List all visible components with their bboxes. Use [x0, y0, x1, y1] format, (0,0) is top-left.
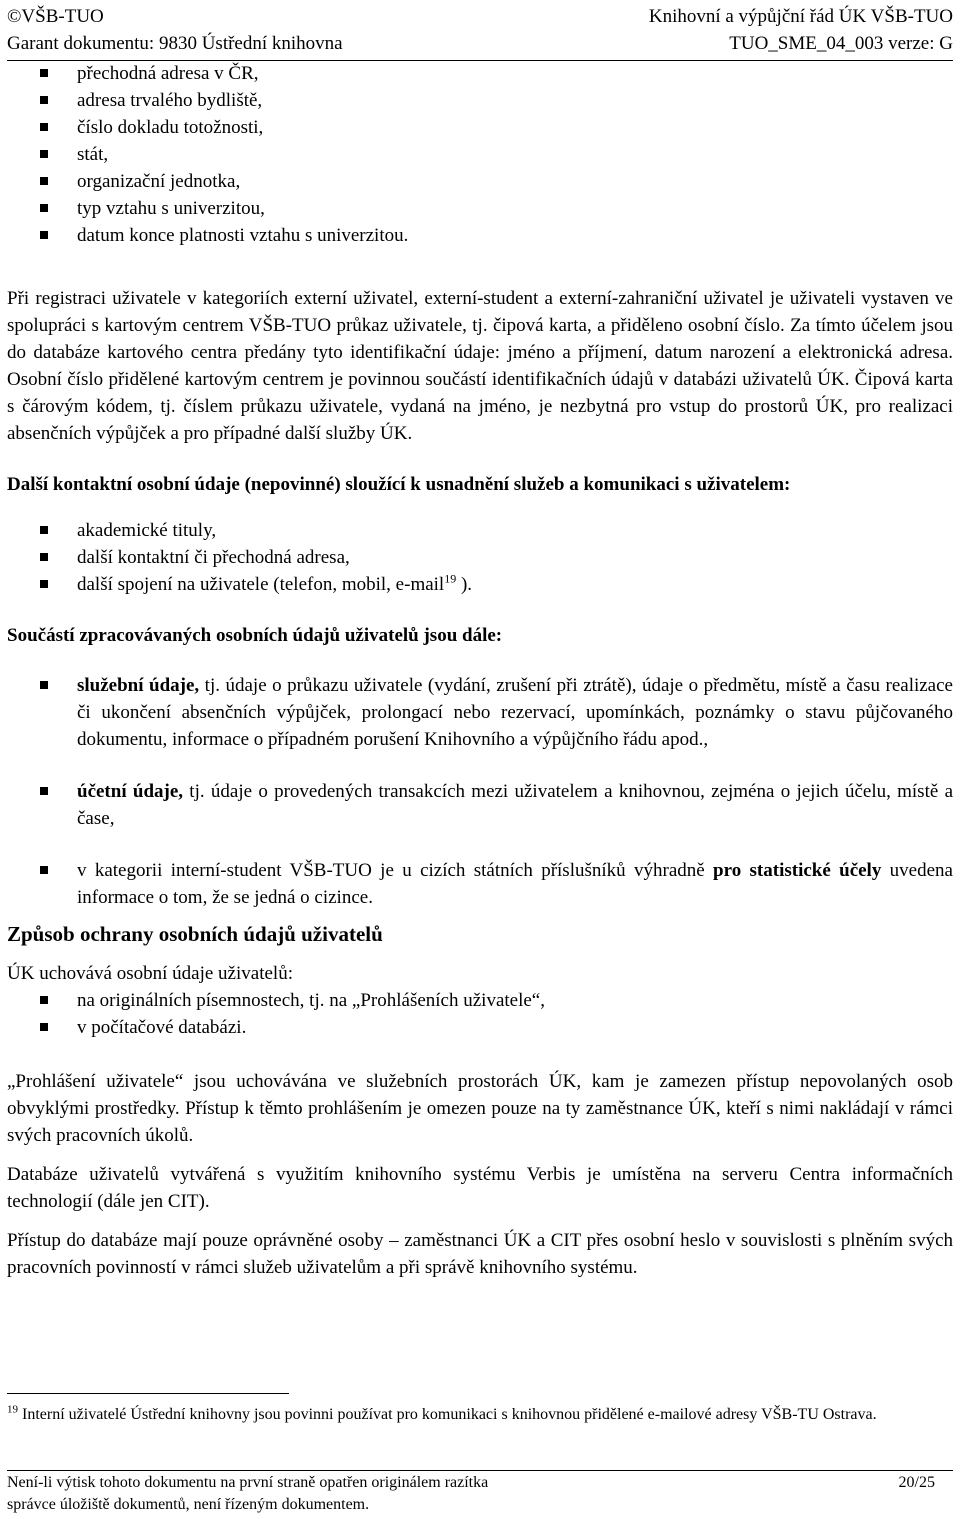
- copyright-label: ©VŠB-TUO: [7, 6, 104, 27]
- list-item: akademické tituly,: [7, 517, 953, 544]
- list-item: služební údaje, tj. údaje o průkazu uživatele (vydání, zrušení při ztrátě), údaje o předmětu, místě a času realizace či ukončení absenčních výpůjček, prolongací nebo rezervací, upomínkách, poznámky o stavu půjčovaného dokumentu, informace o případném porušení Knihovního a výpůjčního řádu apod.,: [7, 672, 953, 753]
- protection-heading: Způsob ochrany osobních údajů uživatelů: [7, 922, 383, 946]
- list-item: v kategorii interní-student VŠB-TUO je u cizích státních příslušníků výhradně pro statistické účely uvedena informace o tom, že se jedná o cizince.: [7, 857, 953, 911]
- list-item: účetní údaje, tj. údaje o provedených transakcích mezi uživatelem a knihovnou, zejména o jejich účelu, místě a čase,: [7, 778, 953, 832]
- declarations-paragraph: „Prohlášení uživatele“ jsou uchovávána ve služebních prostorách ÚK, kam je zamezen přístup nepovolaných osob obvyklými prostředky. Přístup k těmto prohlášením je omezen pouze na ty zaměstnance ÚK, kteří s nimi nakládají v rámci svých pracovních úkolů.: [7, 1071, 953, 1146]
- list-item: další kontaktní či přechodná adresa,: [7, 544, 953, 571]
- keeps-paragraph: ÚK uchovává osobní údaje uživatelů:: [7, 963, 293, 984]
- square-bullet-icon: [40, 150, 48, 158]
- page-header: [7, 3, 953, 61]
- square-bullet-icon: [40, 866, 48, 874]
- square-bullet-icon: [40, 580, 48, 588]
- square-bullet-icon: [40, 526, 48, 534]
- list-item: datum konce platnosti vztahu s univerzitou.: [7, 222, 953, 249]
- list-item: další spojení na uživatele (telefon, mobil, e-mail$^{19}$ ).: [7, 571, 953, 598]
- footer-notice: Není-li výtisk tohoto dokumentu na první straně opatřen originálem razítka: [7, 1474, 489, 1491]
- list-item: přechodná adresa v ČR,: [7, 60, 953, 87]
- square-bullet-icon: [40, 177, 48, 185]
- square-bullet-icon: [40, 204, 48, 212]
- square-bullet-icon: [40, 231, 48, 239]
- document-guarantor: Garant dokumentu: 9830 Ústřední knihovna: [7, 33, 343, 54]
- page-footer: [7, 1472, 953, 1516]
- page-body: [7, 58, 953, 1281]
- list-item: na originálních písemnostech, tj. na „Prohlášeních uživatele“,: [7, 987, 953, 1014]
- footnote-number: 19: [7, 1403, 18, 1416]
- storage-list: [7, 987, 953, 1041]
- registration-paragraph: Při registraci uživatele v kategoriích externí uživatel, externí-student a externí-zahraniční uživatel je uživateli vystaven ve spolupráci s kartovým centrem VŠB-TUO průkaz uživatele, tj. čipová karta, a přiděleno osobní číslo. Za tímto účelem jsou do databáze kartového centra předány tyto identifikační údaje: jméno a příjmení, datum narození a elektronická adresa. Osobní číslo přidělené kartovým centrem je povinnou součástí identifikačních údajů v databázi uživatelů ÚK. Čipová karta s čárovým kódem, tj. číslem průkazu uživatele, vydaná na jméno, je nezbytná pro vstup do prostorů ÚK, pro realizaci absenčních výpůjček a pro případné další služby ÚK.: [7, 288, 953, 444]
- square-bullet-icon: [40, 553, 48, 561]
- list-item: číslo dokladu totožnosti,: [7, 114, 953, 141]
- list-item: adresa trvalého bydliště,: [7, 87, 953, 114]
- square-bullet-icon: [40, 123, 48, 131]
- footnote-reference: 19: [444, 571, 457, 586]
- database-paragraph: Databáze uživatelů vytvářená s využitím knihovního systému Verbis je umístěna na serveru Centra informačních technologií (dále jen CIT).: [7, 1164, 953, 1212]
- contact-list: [7, 517, 953, 598]
- footnote-text: Interní uživatelé Ústřední knihovny jsou povinni používat pro komunikaci s knihovnou přidělené e-mailové adresy VŠB-TU Ostrava.: [18, 1406, 877, 1423]
- square-bullet-icon: [40, 787, 48, 795]
- list-item: stát,: [7, 141, 953, 168]
- document-version: TUO_SME_04_003 verze: G: [729, 33, 953, 54]
- square-bullet-icon: [40, 96, 48, 104]
- footer-divider: [7, 1470, 953, 1471]
- access-paragraph: Přístup do databáze mají pouze oprávněné osoby – zaměstnanci ÚK a CIT přes osobní heslo v souvislosti s plněním svých pracovních povinností v rámci služeb uživatelům a při správě knihovního systému.: [7, 1230, 953, 1278]
- square-bullet-icon: [40, 1023, 48, 1031]
- document-title: Knihovní a výpůjční řád ÚK VŠB-TUO: [648, 6, 953, 27]
- footnote-divider: [7, 1393, 289, 1394]
- contact-heading: Další kontaktní osobní údaje (nepovinné) sloužící k usnadnění služeb a komunikaci s uživatelem:: [7, 474, 791, 495]
- list-item: organizační jednotka,: [7, 168, 953, 195]
- square-bullet-icon: [40, 69, 48, 77]
- list-item: typ vztahu s univerzitou,: [7, 195, 953, 222]
- page-number: 20/25: [898, 1474, 935, 1491]
- footer-notice-continued: správce úložiště dokumentů, není řízeným dokumentem.: [7, 1496, 370, 1513]
- processed-list: [7, 672, 953, 911]
- footnote: [7, 1403, 953, 1427]
- identification-list: [7, 60, 953, 249]
- processed-heading: Součástí zpracovávaných osobních údajů uživatelů jsou dále:: [7, 625, 503, 646]
- square-bullet-icon: [40, 681, 48, 689]
- list-item: v počítačové databázi.: [7, 1014, 953, 1041]
- square-bullet-icon: [40, 996, 48, 1004]
